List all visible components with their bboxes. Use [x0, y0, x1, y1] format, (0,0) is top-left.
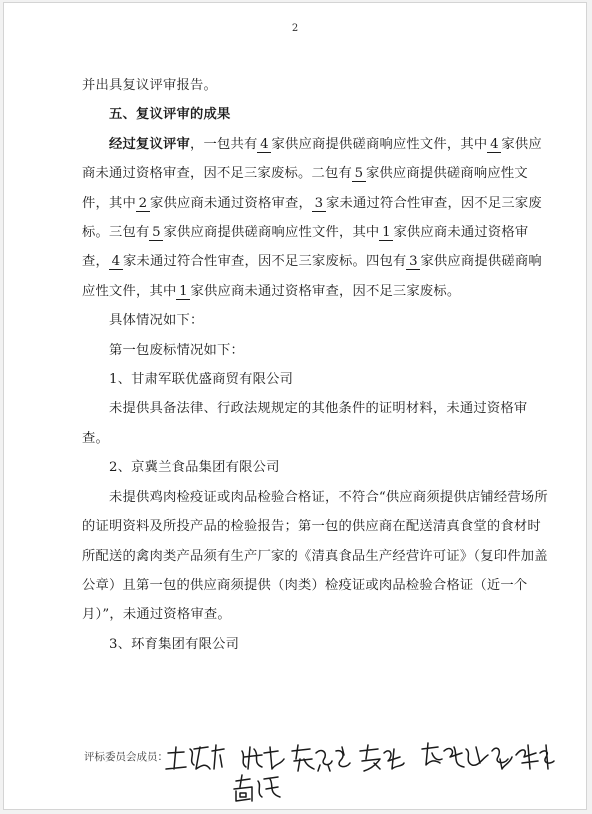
handwritten-signatures	[84, 735, 564, 807]
review-result-lead: 经过复议评审	[109, 136, 190, 152]
fill-in-value: 2	[136, 196, 150, 212]
signature-7	[234, 775, 280, 801]
signature-2	[242, 747, 284, 769]
fill-in-value: 3	[406, 254, 420, 270]
signature-6	[516, 745, 554, 769]
paragraph-review-result: 经过复议评审，一包共有 4 家供应商提供磋商响应性文件，其中 4 家供应商未通过资格审查，因不足三家废标。二包有 5 家供应商提供磋商响应性文件，其中 2 家供应商未通过资格审查， 3 家未通过符合性审查，因不足三家废标。三包有 5 家供应商提供磋商响应性文件，其中 1 家供应商未通过资格审查， 4 家未通过符合性审查，因不足三家废标。四包有 3 家供应商提供磋商响应性文件，其中 1 家供应商未通过资格审查，因不足三家废标。	[82, 136, 542, 299]
company-heading-3: 3、环育集团有限公司	[109, 636, 240, 652]
fill-in-value: 1	[379, 225, 393, 241]
signatures-label: 评标委员会成员：	[84, 751, 168, 763]
document-body	[82, 71, 552, 659]
company-heading-1: 1、甘肃军联优盛商贸有限公司	[109, 372, 294, 388]
paragraph-details-intro: 具体情况如下：	[109, 313, 204, 329]
company-heading-2: 2、京冀兰食品集团有限公司	[109, 460, 280, 476]
fill-in-value: 4	[487, 137, 501, 153]
signature-4	[360, 745, 404, 771]
fill-in-value: 4	[109, 254, 123, 270]
signature-3	[292, 745, 350, 771]
fill-in-value: 5	[352, 166, 366, 182]
committee-signatures	[84, 735, 564, 807]
fill-in-value: 4	[257, 137, 271, 153]
fill-in-value: 3	[312, 196, 326, 212]
company-reason-2: 未提供鸡肉检疫证或肉品检验合格证，不符合“供应商须提供店铺经营场所的证明资料及所投产品的检验报告；第一包的供应商在配送清真食堂的食材时所配送的禽肉类产品须有生产厂家的《清真食品生产经营许可证》（复印件加盖公章）且第一包的供应商须提供（肉类）检疫证或肉品检验合格证（近一个月）”，未通过资格审查。	[82, 489, 548, 623]
fill-in-value: 1	[176, 284, 190, 300]
paragraph-continuation: 并出具复议评审报告。	[82, 78, 217, 93]
fill-in-value: 5	[149, 225, 163, 241]
page-number: 2	[291, 23, 299, 34]
section-heading: 五、复议评审的成果	[109, 107, 231, 123]
paragraph-package1-intro: 第一包废标情况如下：	[109, 342, 244, 358]
signature-5	[422, 743, 512, 769]
company-reason-1: 未提供具备法律、行政法规规定的其他条件的证明材料，未通过资格审查。	[82, 401, 528, 446]
signature-1	[166, 745, 224, 769]
document-page	[3, 2, 587, 810]
